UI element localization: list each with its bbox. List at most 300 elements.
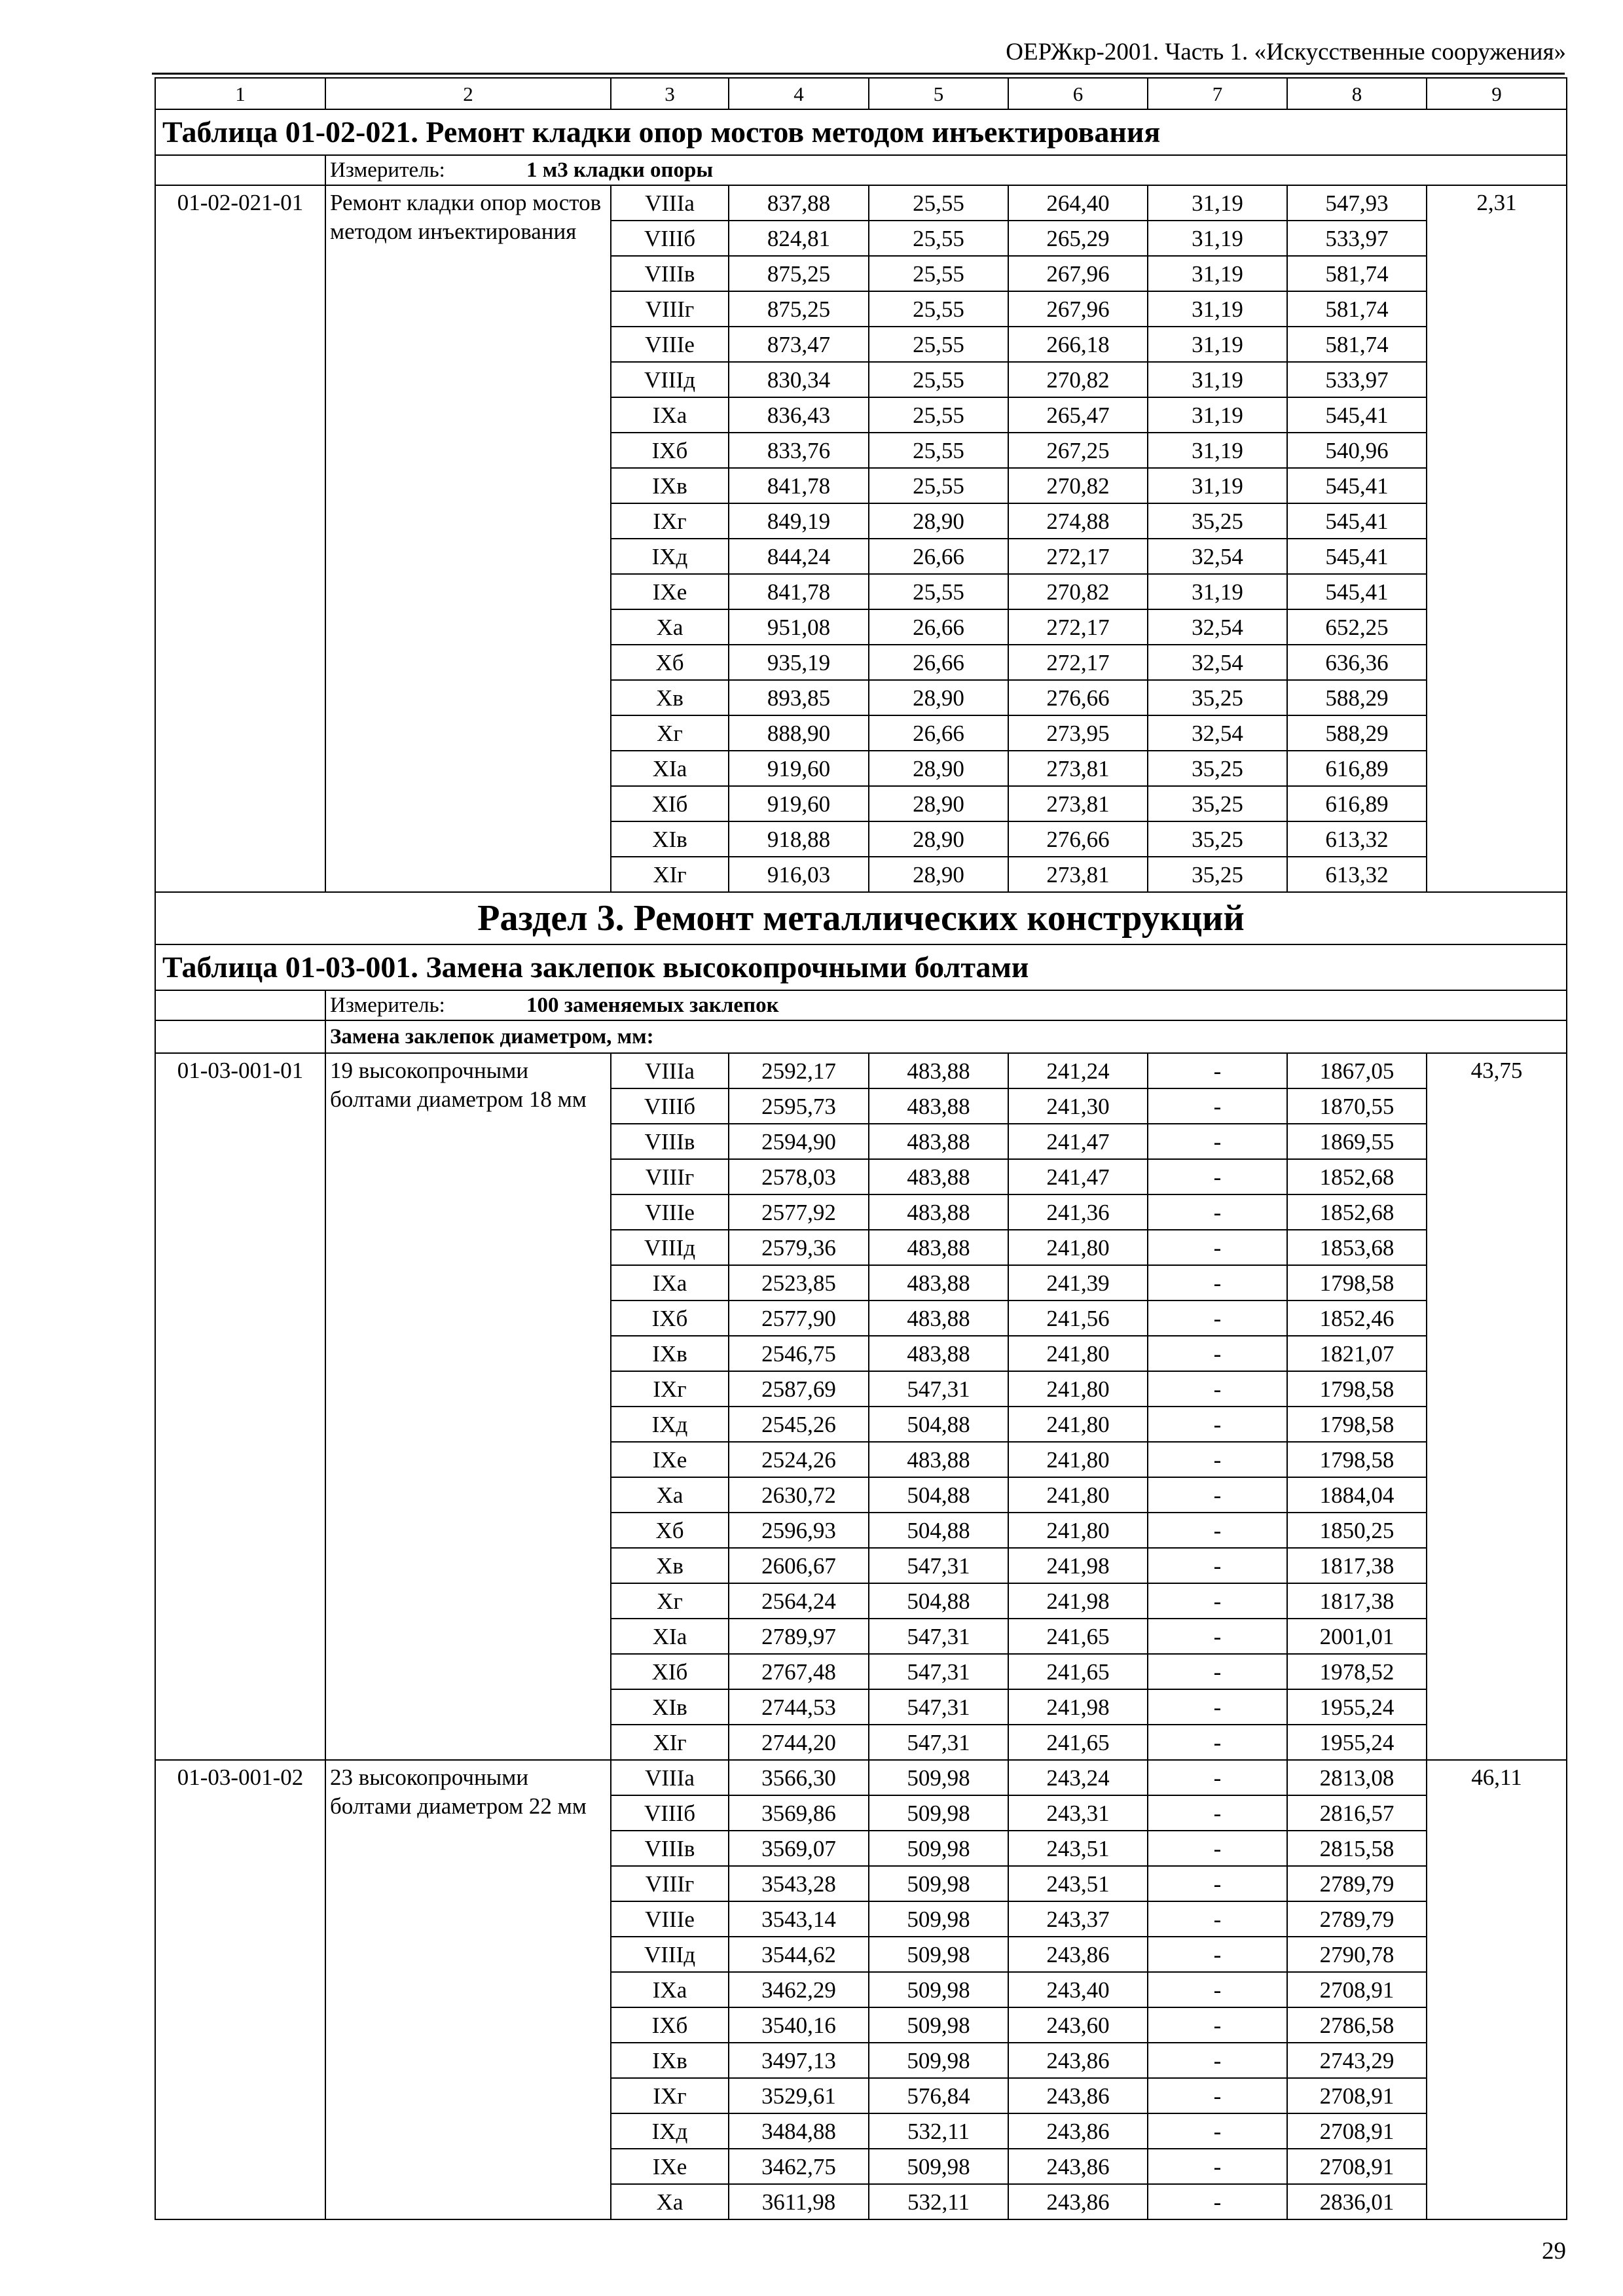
value-cell: 241,65 [1008, 1619, 1148, 1654]
item-name: 19 высокопрочными болтами диаметром 18 мм [325, 1053, 611, 1760]
value-cell: 241,80 [1008, 1513, 1148, 1548]
value-cell: 833,76 [729, 433, 869, 468]
zone-cell: VIIIв [611, 256, 729, 291]
value-cell: 31,19 [1148, 433, 1287, 468]
value-cell: 243,40 [1008, 1972, 1148, 2007]
value-cell: 581,74 [1287, 327, 1427, 362]
value-cell: 888,90 [729, 715, 869, 751]
value-cell: 25,55 [869, 327, 1008, 362]
zone-cell: Xа [611, 609, 729, 645]
value-cell: 2790,78 [1287, 1937, 1427, 1972]
value-cell: 25,55 [869, 185, 1008, 221]
value-cell: 3462,29 [729, 1972, 869, 2007]
value-cell: 32,54 [1148, 645, 1287, 680]
value-cell: 1798,58 [1287, 1371, 1427, 1407]
value-cell: 918,88 [729, 821, 869, 857]
value-cell: 264,40 [1008, 185, 1148, 221]
value-cell: 588,29 [1287, 715, 1427, 751]
value-cell: 2546,75 [729, 1336, 869, 1371]
zone-cell: VIIIд [611, 1230, 729, 1265]
value-cell: - [1148, 1371, 1287, 1407]
value-cell: - [1148, 1725, 1287, 1760]
zone-cell: XIа [611, 751, 729, 786]
value-cell: 532,11 [869, 2113, 1008, 2149]
column-number: 5 [869, 78, 1008, 109]
value-cell: 547,31 [869, 1654, 1008, 1689]
zone-cell: IXг [611, 2078, 729, 2113]
value-cell: 267,96 [1008, 291, 1148, 327]
zone-cell: IXд [611, 539, 729, 574]
value-cell: 2708,91 [1287, 1972, 1427, 2007]
value-cell: 2564,24 [729, 1583, 869, 1619]
value-cell: 1798,58 [1287, 1265, 1427, 1300]
value-cell: 837,88 [729, 185, 869, 221]
value-cell: 2789,79 [1287, 1866, 1427, 1901]
value-cell: 243,86 [1008, 1937, 1148, 1972]
value-cell: 2596,93 [729, 1513, 869, 1548]
value-cell: 241,98 [1008, 1583, 1148, 1619]
value-cell: - [1148, 2078, 1287, 2113]
value-cell: 483,88 [869, 1230, 1008, 1265]
zone-cell: IXе [611, 2149, 729, 2184]
value-cell: 2816,57 [1287, 1795, 1427, 1831]
value-cell: 916,03 [729, 857, 869, 892]
item-name: 23 высокопрочными болтами диаметром 22 мм [325, 1760, 611, 2219]
column-number: 9 [1427, 78, 1567, 109]
value-cell: - [1148, 1937, 1287, 1972]
value-cell: 2523,85 [729, 1265, 869, 1300]
zone-cell: VIIIе [611, 327, 729, 362]
value-cell: 483,88 [869, 1300, 1008, 1336]
zone-cell: XIб [611, 1654, 729, 1689]
value-cell: - [1148, 1053, 1287, 1088]
value-cell: 2524,26 [729, 1442, 869, 1477]
subheading-row [155, 1020, 1567, 1053]
value-cell: 25,55 [869, 362, 1008, 397]
value-cell: 35,25 [1148, 751, 1287, 786]
item-rate: 43,75 [1427, 1053, 1567, 1760]
zone-cell: XIб [611, 786, 729, 821]
value-cell: 849,19 [729, 503, 869, 539]
zone-cell: XIа [611, 1619, 729, 1654]
value-cell: 3566,30 [729, 1760, 869, 1795]
value-cell: 243,86 [1008, 2078, 1148, 2113]
value-cell: 3543,28 [729, 1866, 869, 1901]
column-number: 7 [1148, 78, 1287, 109]
value-cell: - [1148, 1265, 1287, 1300]
page-number: 29 [1542, 2238, 1566, 2265]
zone-cell: XIг [611, 1725, 729, 1760]
value-cell: 31,19 [1148, 185, 1287, 221]
value-cell: 31,19 [1148, 256, 1287, 291]
value-cell: 636,36 [1287, 645, 1427, 680]
value-cell: - [1148, 1124, 1287, 1159]
zone-cell: IXа [611, 397, 729, 433]
value-cell: 2587,69 [729, 1371, 869, 1407]
value-cell: 243,51 [1008, 1831, 1148, 1866]
value-cell: 28,90 [869, 680, 1008, 715]
value-cell: 509,98 [869, 1866, 1008, 1901]
value-cell: - [1148, 1795, 1287, 1831]
value-cell: 1850,25 [1287, 1513, 1427, 1548]
value-cell: - [1148, 1689, 1287, 1725]
value-cell: 547,31 [869, 1725, 1008, 1760]
value-cell: 3484,88 [729, 2113, 869, 2149]
value-cell: 1955,24 [1287, 1689, 1427, 1725]
column-number: 8 [1287, 78, 1427, 109]
value-cell: 483,88 [869, 1265, 1008, 1300]
zone-cell: VIIIе [611, 1901, 729, 1937]
item-rate: 2,31 [1427, 185, 1567, 892]
value-cell: 875,25 [729, 256, 869, 291]
zone-cell: XIв [611, 821, 729, 857]
zone-cell: VIIIе [611, 1194, 729, 1230]
value-cell: 25,55 [869, 574, 1008, 609]
value-cell: 509,98 [869, 1760, 1008, 1795]
subheading-blank [155, 1020, 325, 1053]
value-cell: 265,47 [1008, 397, 1148, 433]
value-cell: 2789,97 [729, 1619, 869, 1654]
value-cell: 3569,86 [729, 1795, 869, 1831]
zone-cell: VIIIа [611, 185, 729, 221]
value-cell: 588,29 [1287, 680, 1427, 715]
measure-label: Измеритель: [330, 993, 445, 1017]
zone-cell: VIIIа [611, 1053, 729, 1088]
value-cell: 25,55 [869, 397, 1008, 433]
zone-cell: VIIIв [611, 1831, 729, 1866]
value-cell: - [1148, 2184, 1287, 2219]
value-cell: 545,41 [1287, 397, 1427, 433]
zone-cell: VIIIв [611, 1124, 729, 1159]
value-cell: 1817,38 [1287, 1548, 1427, 1583]
zone-cell: XIг [611, 857, 729, 892]
value-cell: 241,36 [1008, 1194, 1148, 1230]
value-cell: 844,24 [729, 539, 869, 574]
value-cell: 26,66 [869, 539, 1008, 574]
value-cell: 241,80 [1008, 1371, 1148, 1407]
value-cell: 266,18 [1008, 327, 1148, 362]
value-cell: 25,55 [869, 291, 1008, 327]
header-rule [152, 73, 1565, 75]
value-cell: - [1148, 1088, 1287, 1124]
value-cell: - [1148, 2149, 1287, 2184]
value-cell: 2813,08 [1287, 1760, 1427, 1795]
value-cell: 2708,91 [1287, 2078, 1427, 2113]
measure-label: Измеритель: [330, 158, 445, 182]
value-cell: 241,80 [1008, 1477, 1148, 1513]
value-cell: 951,08 [729, 609, 869, 645]
value-cell: 2579,36 [729, 1230, 869, 1265]
value-cell: 35,25 [1148, 680, 1287, 715]
value-cell: - [1148, 1336, 1287, 1371]
value-cell: 2708,91 [1287, 2149, 1427, 2184]
value-cell: 1852,46 [1287, 1300, 1427, 1336]
zone-cell: IXг [611, 1371, 729, 1407]
table-title: Таблица 01-03-001. Замена заклепок высокопрочными болтами [155, 944, 1567, 990]
value-cell: 841,78 [729, 468, 869, 503]
zone-cell: Xб [611, 1513, 729, 1548]
value-cell: - [1148, 1901, 1287, 1937]
value-cell: 3540,16 [729, 2007, 869, 2043]
value-cell: 581,74 [1287, 291, 1427, 327]
value-cell: 545,41 [1287, 574, 1427, 609]
value-cell: 32,54 [1148, 715, 1287, 751]
value-cell: 483,88 [869, 1194, 1008, 1230]
table-title: Таблица 01-02-021. Ремонт кладки опор мостов методом инъектирования [155, 109, 1567, 155]
value-cell: 32,54 [1148, 609, 1287, 645]
value-cell: 1821,07 [1287, 1336, 1427, 1371]
value-cell: 509,98 [869, 1901, 1008, 1937]
value-cell: 35,25 [1148, 857, 1287, 892]
value-cell: 243,86 [1008, 2113, 1148, 2149]
value-cell: 3462,75 [729, 2149, 869, 2184]
zone-cell: VIIIд [611, 362, 729, 397]
value-cell: 265,29 [1008, 221, 1148, 256]
value-cell: 3497,13 [729, 2043, 869, 2078]
value-cell: 1852,68 [1287, 1194, 1427, 1230]
value-cell: 25,55 [869, 256, 1008, 291]
value-cell: 2577,92 [729, 1194, 869, 1230]
value-cell: 243,86 [1008, 2184, 1148, 2219]
value-cell: 35,25 [1148, 786, 1287, 821]
value-cell: 875,25 [729, 291, 869, 327]
value-cell: 504,88 [869, 1477, 1008, 1513]
zone-cell: Xа [611, 1477, 729, 1513]
value-cell: 1978,52 [1287, 1654, 1427, 1689]
value-cell: 31,19 [1148, 327, 1287, 362]
measure-value: 1 м3 кладки опоры [526, 158, 714, 182]
value-cell: 241,65 [1008, 1725, 1148, 1760]
value-cell: 509,98 [869, 1831, 1008, 1866]
value-cell: 652,25 [1287, 609, 1427, 645]
value-cell: - [1148, 1654, 1287, 1689]
value-cell: 2578,03 [729, 1159, 869, 1194]
value-cell: 1869,55 [1287, 1124, 1427, 1159]
value-cell: 509,98 [869, 1937, 1008, 1972]
value-cell: 935,19 [729, 645, 869, 680]
value-cell: 28,90 [869, 857, 1008, 892]
zone-cell: IXд [611, 1407, 729, 1442]
zone-cell: VIIIд [611, 1937, 729, 1972]
value-cell: - [1148, 1548, 1287, 1583]
value-cell: 509,98 [869, 1972, 1008, 2007]
value-cell: 1884,04 [1287, 1477, 1427, 1513]
zone-cell: VIIIб [611, 1088, 729, 1124]
value-cell: 31,19 [1148, 574, 1287, 609]
value-cell: 241,98 [1008, 1548, 1148, 1583]
zone-cell: IXб [611, 1300, 729, 1336]
value-cell: 1852,68 [1287, 1159, 1427, 1194]
zone-cell: IXе [611, 1442, 729, 1477]
value-cell: 841,78 [729, 574, 869, 609]
value-cell: 504,88 [869, 1407, 1008, 1442]
value-cell: 2708,91 [1287, 2113, 1427, 2149]
value-cell: 241,30 [1008, 1088, 1148, 1124]
item-code: 01-03-001-01 [155, 1053, 325, 1760]
value-cell: 243,86 [1008, 2043, 1148, 2078]
value-cell: - [1148, 1407, 1287, 1442]
value-cell: 1798,58 [1287, 1407, 1427, 1442]
value-cell: 276,66 [1008, 680, 1148, 715]
value-cell: 26,66 [869, 645, 1008, 680]
value-cell: 243,51 [1008, 1866, 1148, 1901]
value-cell: 243,86 [1008, 2149, 1148, 2184]
value-cell: 2001,01 [1287, 1619, 1427, 1654]
value-cell: 270,82 [1008, 468, 1148, 503]
value-cell: 547,31 [869, 1619, 1008, 1654]
value-cell: 241,80 [1008, 1230, 1148, 1265]
measure-blank [155, 155, 325, 185]
item-code: 01-03-001-02 [155, 1760, 325, 2219]
value-cell: 545,41 [1287, 503, 1427, 539]
value-cell: 32,54 [1148, 539, 1287, 574]
value-cell: 509,98 [869, 1795, 1008, 1831]
column-number: 3 [611, 78, 729, 109]
item-name: Ремонт кладки опор мостов методом инъектирования [325, 185, 611, 892]
value-cell: - [1148, 1619, 1287, 1654]
value-cell: 25,55 [869, 221, 1008, 256]
value-cell: 830,34 [729, 362, 869, 397]
value-cell: 616,89 [1287, 751, 1427, 786]
value-cell: 241,47 [1008, 1124, 1148, 1159]
zone-cell: VIIIг [611, 291, 729, 327]
section-title-row [155, 892, 1567, 944]
value-cell: 2630,72 [729, 1477, 869, 1513]
value-cell: 31,19 [1148, 221, 1287, 256]
value-cell: 1798,58 [1287, 1442, 1427, 1477]
measure-unit [325, 155, 1567, 185]
value-cell: 545,41 [1287, 468, 1427, 503]
zone-cell: IXб [611, 2007, 729, 2043]
measure-row [155, 990, 1567, 1020]
value-cell: 272,17 [1008, 645, 1148, 680]
value-cell: 873,47 [729, 327, 869, 362]
value-cell: 241,98 [1008, 1689, 1148, 1725]
value-cell: 243,60 [1008, 2007, 1148, 2043]
item-rate: 46,11 [1427, 1760, 1567, 2219]
value-cell: 2815,58 [1287, 1831, 1427, 1866]
value-cell: 1867,05 [1287, 1053, 1427, 1088]
value-cell: - [1148, 1477, 1287, 1513]
table-row [155, 185, 1567, 221]
value-cell: 2577,90 [729, 1300, 869, 1336]
zone-cell: XIв [611, 1689, 729, 1725]
value-cell: 274,88 [1008, 503, 1148, 539]
measure-unit [325, 990, 1567, 1020]
value-cell: 509,98 [869, 2043, 1008, 2078]
zone-cell: IXа [611, 1265, 729, 1300]
value-cell: 267,25 [1008, 433, 1148, 468]
measure-blank [155, 990, 325, 1020]
value-cell: 272,17 [1008, 609, 1148, 645]
value-cell: 270,82 [1008, 362, 1148, 397]
value-cell: 26,66 [869, 715, 1008, 751]
value-cell: 3544,62 [729, 1937, 869, 1972]
column-number: 2 [325, 78, 611, 109]
value-cell: 272,17 [1008, 539, 1148, 574]
value-cell: 25,55 [869, 468, 1008, 503]
column-numbers-row [155, 78, 1567, 109]
value-cell: 28,90 [869, 751, 1008, 786]
measure-row [155, 155, 1567, 185]
value-cell: - [1148, 1866, 1287, 1901]
value-cell: 532,11 [869, 2184, 1008, 2219]
value-cell: 270,82 [1008, 574, 1148, 609]
rates-table [155, 77, 1567, 2220]
value-cell: 28,90 [869, 786, 1008, 821]
value-cell: 1853,68 [1287, 1230, 1427, 1265]
table-title-row [155, 944, 1567, 990]
value-cell: 613,32 [1287, 857, 1427, 892]
value-cell: 1817,38 [1287, 1583, 1427, 1619]
value-cell: 509,98 [869, 2007, 1008, 2043]
value-cell: 241,24 [1008, 1053, 1148, 1088]
value-cell: 241,56 [1008, 1300, 1148, 1336]
value-cell: 3569,07 [729, 1831, 869, 1866]
zone-cell: IXе [611, 574, 729, 609]
value-cell: 241,65 [1008, 1654, 1148, 1689]
zone-cell: Xб [611, 645, 729, 680]
value-cell: 267,96 [1008, 256, 1148, 291]
value-cell: 533,97 [1287, 221, 1427, 256]
zone-cell: Xа [611, 2184, 729, 2219]
value-cell: 509,98 [869, 2149, 1008, 2184]
value-cell: 243,37 [1008, 1901, 1148, 1937]
value-cell: - [1148, 1230, 1287, 1265]
value-cell: 2594,90 [729, 1124, 869, 1159]
value-cell: 273,81 [1008, 786, 1148, 821]
value-cell: 28,90 [869, 503, 1008, 539]
value-cell: 483,88 [869, 1088, 1008, 1124]
value-cell: 35,25 [1148, 821, 1287, 857]
value-cell: 919,60 [729, 751, 869, 786]
item-code: 01-02-021-01 [155, 185, 325, 892]
value-cell: - [1148, 1760, 1287, 1795]
value-cell: 273,81 [1008, 751, 1148, 786]
value-cell: 241,39 [1008, 1265, 1148, 1300]
value-cell: 483,88 [869, 1159, 1008, 1194]
zone-cell: Xг [611, 715, 729, 751]
value-cell: 613,32 [1287, 821, 1427, 857]
value-cell: 504,88 [869, 1513, 1008, 1548]
value-cell: 243,24 [1008, 1760, 1148, 1795]
value-cell: - [1148, 1583, 1287, 1619]
value-cell: 3543,14 [729, 1901, 869, 1937]
value-cell: 533,97 [1287, 362, 1427, 397]
value-cell: 31,19 [1148, 362, 1287, 397]
value-cell: 2595,73 [729, 1088, 869, 1124]
value-cell: - [1148, 1300, 1287, 1336]
value-cell: 547,31 [869, 1689, 1008, 1725]
value-cell: 581,74 [1287, 256, 1427, 291]
value-cell: 483,88 [869, 1053, 1008, 1088]
table-row [155, 1053, 1567, 1088]
column-number: 6 [1008, 78, 1148, 109]
value-cell: 273,81 [1008, 857, 1148, 892]
zone-cell: VIIIг [611, 1866, 729, 1901]
zone-cell: Xг [611, 1583, 729, 1619]
value-cell: 576,84 [869, 2078, 1008, 2113]
column-number: 4 [729, 78, 869, 109]
value-cell: 3611,98 [729, 2184, 869, 2219]
value-cell: 824,81 [729, 221, 869, 256]
value-cell: - [1148, 1159, 1287, 1194]
value-cell: 25,55 [869, 433, 1008, 468]
table-row [155, 1760, 1567, 1795]
value-cell: 241,47 [1008, 1159, 1148, 1194]
value-cell: 241,80 [1008, 1442, 1148, 1477]
zone-cell: VIIIа [611, 1760, 729, 1795]
